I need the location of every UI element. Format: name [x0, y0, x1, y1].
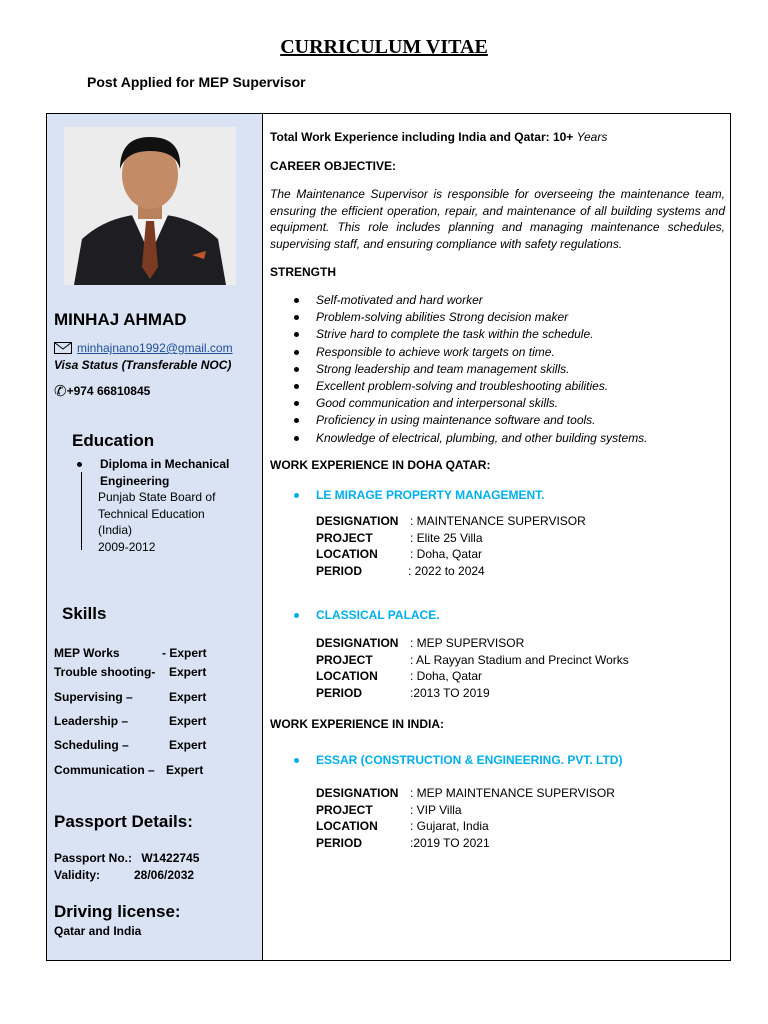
skill-name: MEP Works — [54, 646, 120, 660]
driving-license-value: Qatar and India — [54, 924, 142, 938]
skill-level: Expert — [169, 690, 207, 704]
strength-heading: STRENGTH — [270, 265, 336, 279]
skill-name: Supervising – — [54, 690, 133, 704]
skill-item — [54, 763, 204, 777]
divider — [81, 472, 82, 550]
location-value: : Doha, Qatar — [410, 547, 483, 561]
total-experience-label: Total Work Experience including India and Qatar: 10+ — [270, 130, 574, 144]
work-india-heading: WORK EXPERIENCE IN INDIA: — [270, 717, 445, 731]
list-item: Self-motivated and hard worker — [294, 292, 648, 309]
skill-level: Expert — [166, 763, 204, 777]
designation-label: DESIGNATION — [316, 514, 399, 528]
education-degree: Diploma in Mechanical Engineering — [100, 457, 230, 488]
education-line: 2009-2012 — [98, 539, 156, 554]
location-value: : Doha, Qatar — [410, 669, 483, 683]
designation-value: : MEP MAINTENANCE SUPERVISOR — [410, 786, 615, 800]
passport-number-label: Passport No.: — [54, 851, 133, 865]
location-label: LOCATION — [316, 819, 378, 833]
phone-row — [54, 382, 150, 400]
company-name: ESSAR (CONSTRUCTION & ENGINEERING. PVT. LTD) — [294, 753, 622, 767]
sidebar — [47, 114, 263, 960]
cv-frame — [46, 113, 731, 961]
designation-value: : MAINTENANCE SUPERVISOR — [410, 514, 586, 528]
company-name: CLASSICAL PALACE. — [294, 608, 440, 622]
period-label: PERIOD — [316, 563, 363, 578]
location-value: : Gujarat, India — [410, 819, 489, 833]
education-line: Punjab State Board of — [98, 490, 216, 504]
skill-level: Expert — [169, 714, 207, 728]
candidate-name: MINHAJ AHMAD — [54, 310, 187, 329]
project-label: PROJECT — [316, 652, 373, 667]
list-item: Responsible to achieve work targets on time. — [294, 344, 648, 361]
skill-level: Expert — [169, 665, 207, 679]
company-name: LE MIRAGE PROPERTY MANAGEMENT. — [294, 488, 544, 502]
email-row — [54, 341, 233, 355]
skill-item — [54, 646, 207, 660]
passport-number-row — [54, 851, 199, 865]
education-line: Technical Education — [98, 506, 205, 521]
driving-license-heading: Driving license: — [54, 902, 181, 921]
period-value: :2019 TO 2021 — [410, 835, 490, 850]
period-value: : 2022 to 2024 — [408, 563, 485, 578]
career-objective-heading: CAREER OBJECTIVE: — [270, 159, 397, 173]
skill-item — [54, 665, 207, 679]
list-item: Excellent problem-solving and troubleshooting abilities. — [294, 378, 648, 395]
profile-photo — [64, 127, 236, 285]
location-label: LOCATION — [316, 547, 378, 561]
list-item: Proficiency in using maintenance software and tools. — [294, 412, 648, 429]
list-item: Good communication and interpersonal skills. — [294, 395, 648, 412]
skill-level: Expert — [169, 738, 207, 752]
designation-label: DESIGNATION — [316, 786, 399, 800]
project-value: : Elite 25 Villa — [410, 530, 483, 545]
passport-validity-label: Validity: — [54, 868, 101, 882]
project-label: PROJECT — [316, 530, 373, 545]
phone-number: +974 66810845 — [66, 384, 151, 398]
skill-name: Leadership – — [54, 714, 129, 728]
skills-heading: Skills — [62, 604, 107, 623]
period-label: PERIOD — [316, 685, 363, 700]
skill-item — [54, 690, 207, 704]
designation-value: : MEP SUPERVISOR — [410, 636, 525, 650]
person-portrait-icon — [64, 127, 236, 285]
education-heading: Education — [72, 431, 155, 450]
job-details — [316, 513, 586, 579]
project-value: : AL Rayyan Stadium and Precinct Works — [410, 652, 629, 667]
skill-name: Communication – — [54, 763, 155, 777]
list-item: Strong leadership and team management skills. — [294, 361, 648, 378]
envelope-icon — [54, 342, 72, 354]
designation-label: DESIGNATION — [316, 636, 399, 650]
job-details — [316, 635, 629, 701]
job-details — [316, 785, 615, 851]
education-entry — [77, 456, 257, 555]
skill-name: Trouble shooting- — [54, 665, 156, 679]
skill-item — [54, 714, 207, 728]
career-objective-text: The Maintenance Supervisor is responsible for overseeing the maintenance team, ensuring the efficient operation, repair, and maintenance of all building systems and equipment. This role includes planning and managing maintenance schedules, supervising staff, and ensuring compliance with safety regulations. — [270, 187, 725, 251]
work-qatar-heading: WORK EXPERIENCE IN DOHA QATAR: — [270, 458, 491, 472]
period-label: PERIOD — [316, 835, 363, 850]
list-item: Knowledge of electrical, plumbing, and other building systems. — [294, 430, 648, 447]
passport-heading: Passport Details: — [54, 812, 193, 831]
passport-validity-row — [54, 868, 195, 882]
total-experience-unit: Years — [576, 130, 608, 144]
period-value: :2013 TO 2019 — [410, 685, 490, 700]
skill-name: Scheduling – — [54, 738, 129, 752]
list-item: Problem-solving abilities Strong decision maker — [294, 309, 648, 326]
phone-icon: ✆ — [54, 383, 67, 400]
project-label: PROJECT — [316, 802, 373, 817]
project-value: : VIP Villa — [410, 802, 462, 817]
location-label: LOCATION — [316, 669, 378, 683]
passport-validity-value: 28/06/2032 — [134, 868, 195, 882]
post-applied: Post Applied for MEP Supervisor — [87, 74, 306, 90]
skill-item — [54, 738, 207, 752]
total-experience — [270, 130, 607, 144]
list-item: Strive hard to complete the task within the schedule. — [294, 326, 648, 343]
bullet-icon — [77, 462, 82, 467]
email-link[interactable]: minhajnano1992@gmail.com — [77, 341, 233, 355]
skill-level: - Expert — [162, 646, 207, 660]
document-title: CURRICULUM VITAE — [280, 36, 488, 58]
education-line: (India) — [98, 523, 133, 537]
visa-status: Visa Status (Transferable NOC) — [54, 358, 232, 372]
passport-number-value: W1422745 — [141, 851, 200, 865]
strength-list — [294, 292, 648, 447]
main-content — [264, 114, 730, 960]
